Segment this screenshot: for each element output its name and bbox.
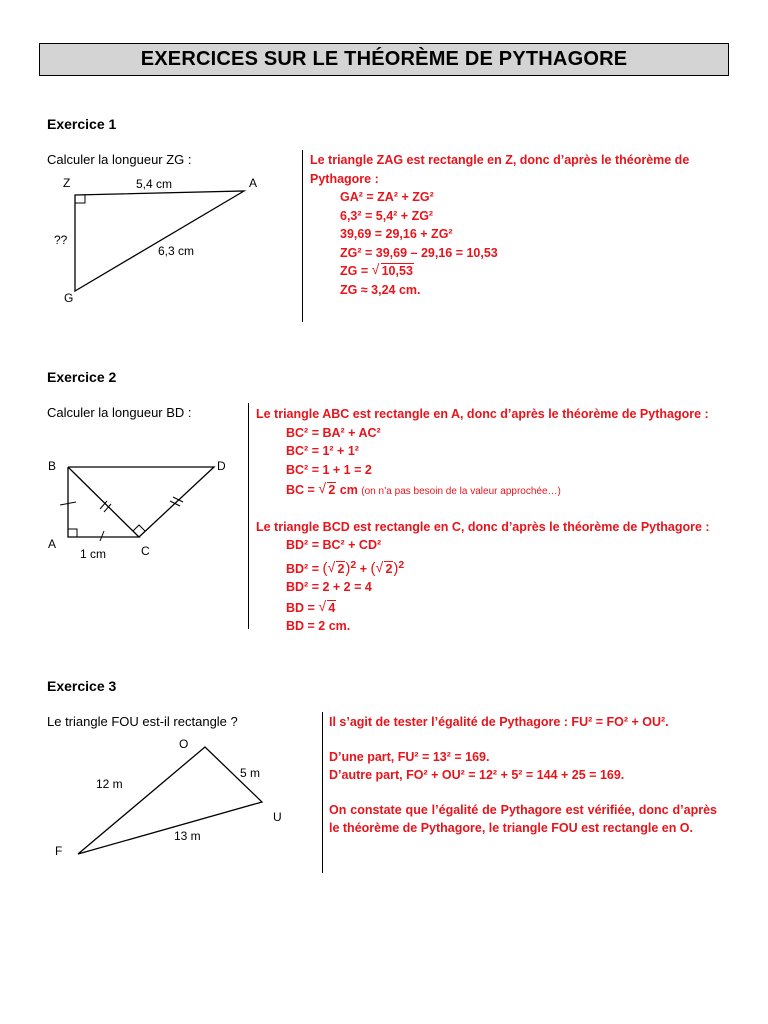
exercise-3-divider bbox=[322, 712, 323, 873]
label-u: U bbox=[273, 810, 282, 824]
ex2-b2-radicand-2: 2 bbox=[385, 561, 393, 576]
ex2-solution-b1: BD² = BC² + CD² bbox=[286, 538, 382, 552]
label-za-length: 5,4 cm bbox=[136, 177, 173, 191]
label-c: C bbox=[141, 544, 150, 558]
ex2-a4-prefix: BC = bbox=[286, 483, 319, 497]
triangle-zag-figure bbox=[40, 170, 280, 310]
triangle-abc bbox=[68, 467, 139, 537]
close-paren-icon: ) bbox=[393, 559, 399, 577]
sqrt-4 bbox=[318, 599, 336, 618]
sqrt-icon: √ bbox=[371, 261, 380, 277]
exercise-3-solution bbox=[329, 713, 729, 838]
triangle-fou bbox=[78, 747, 262, 854]
page-title: EXERCICES SUR LE THÉORÈME DE PYTHAGORE bbox=[39, 43, 729, 76]
sqrt-icon: √ bbox=[327, 558, 336, 575]
sqrt-icon: √ bbox=[375, 558, 384, 575]
ex1-solution-line-3: 39,69 = 29,16 + ZG² bbox=[340, 227, 453, 241]
ex3-solution-line-3: D’autre part, FO² + OU² = 12² + 5² = 144 + 25 = 169. bbox=[329, 768, 625, 782]
label-fu-length: 13 m bbox=[174, 829, 201, 843]
close-paren-icon: ) bbox=[345, 559, 351, 577]
exercise-3-heading: Exercice 3 bbox=[47, 678, 117, 694]
exercise-2-divider bbox=[248, 403, 249, 629]
exercise-1-prompt: Calculer la longueur ZG : bbox=[47, 152, 192, 167]
ex2-a4-unit: cm bbox=[336, 483, 362, 497]
label-b: B bbox=[48, 459, 57, 473]
ex1-l5-radicand: 10,53 bbox=[381, 264, 413, 278]
ex2-a4-radicand: 2 bbox=[328, 483, 336, 497]
triangles-abc-bcd-figure bbox=[40, 455, 240, 565]
ex3-solution-line-4: On constate que l’égalité de Pythagore est vérifiée, donc d’après le théorème de Pythagore, le triangle FOU est rectangle en O. bbox=[329, 802, 717, 835]
ex2-solution-a3: BC² = 1 + 1 = 2 bbox=[286, 462, 372, 477]
ex2-b4-radicand: 4 bbox=[328, 600, 336, 615]
ex2-solution-b4 bbox=[256, 599, 736, 618]
exercise-2-prompt: Calculer la longueur BD : bbox=[47, 405, 192, 420]
exercise-1-heading: Exercice 1 bbox=[47, 116, 117, 132]
label-ga-length: 6,3 cm bbox=[158, 244, 195, 258]
ex1-solution-line-2: 6,3² = 5,4² + ZG² bbox=[340, 208, 434, 223]
sqrt-2-a bbox=[327, 560, 345, 579]
exercise-2-heading: Exercice 2 bbox=[47, 369, 117, 385]
ex2-solution-a2: BC² = 1² + 1² bbox=[286, 444, 359, 458]
ex1-solution-line-4: ZG² = 39,69 – 29,16 = 10,53 bbox=[340, 245, 498, 260]
ex3-solution-line-1: Il s’agit de tester l’égalité de Pythagore : FU² = FO² + OU². bbox=[329, 715, 669, 729]
sqrt-2 bbox=[318, 481, 336, 500]
exercise-2-solution bbox=[256, 405, 736, 636]
ex2-solution-b5: BD = 2 cm. bbox=[286, 619, 351, 634]
right-angle-mark-z bbox=[75, 195, 85, 203]
ex2-solution-b3: BD² = 2 + 2 = 4 bbox=[286, 580, 372, 595]
label-a: A bbox=[249, 176, 258, 190]
right-angle-mark-c bbox=[133, 525, 145, 531]
ex2-b2-radicand-1: 2 bbox=[337, 561, 345, 576]
ex2-solution-b2: BD² = ( √ 2)$^2$ + ( √ 2)$^2$ bbox=[286, 558, 405, 577]
right-angle-mark-a bbox=[68, 529, 77, 537]
triangle-zag bbox=[75, 191, 244, 291]
square-exponent-icon: 2 bbox=[398, 559, 405, 571]
exercise-1-solution bbox=[310, 151, 730, 299]
label-z: Z bbox=[63, 176, 71, 190]
label-a2: A bbox=[48, 537, 57, 551]
label-zg-unknown: ?? bbox=[54, 233, 68, 247]
label-d: D bbox=[217, 459, 226, 473]
exercise-1-divider bbox=[302, 150, 303, 322]
open-paren-icon: ( bbox=[370, 559, 376, 577]
triangle-fou-figure bbox=[40, 730, 300, 870]
ex1-l5-prefix: ZG = bbox=[340, 264, 372, 278]
ex3-solution-line-2: D’une part, FU² = 13² = 169. bbox=[329, 749, 490, 764]
ex2-solution-a4 bbox=[256, 481, 736, 502]
label-ou-length: 5 m bbox=[240, 766, 261, 780]
open-paren-icon: ( bbox=[322, 559, 328, 577]
label-fo-length: 12 m bbox=[96, 777, 123, 791]
exercise-3-prompt: Le triangle FOU est-il rectangle ? bbox=[47, 714, 238, 729]
label-o: O bbox=[179, 737, 189, 751]
ex2-solution-a1: BC² = BA² + AC² bbox=[286, 425, 381, 440]
sqrt-10-53 bbox=[372, 262, 414, 281]
tick-cd-1 bbox=[170, 501, 180, 506]
ex2-b2-prefix: BD² = bbox=[286, 561, 323, 576]
ex2-b4-prefix: BD = bbox=[286, 600, 319, 615]
ex1-solution-line-5 bbox=[310, 262, 730, 281]
ex1-solution-intro: Le triangle ZAG est rectangle en Z, donc d’après le théorème de Pythagore : bbox=[310, 153, 690, 186]
sqrt-2-b bbox=[375, 560, 393, 579]
sqrt-icon: √ bbox=[318, 597, 326, 614]
sqrt-icon: √ bbox=[318, 480, 326, 496]
label-g: G bbox=[64, 291, 74, 305]
square-exponent-icon: 2 bbox=[350, 559, 357, 571]
ex1-solution-line-6: ZG ≈ 3,24 cm. bbox=[340, 282, 421, 297]
label-ac-length: 1 cm bbox=[80, 547, 107, 561]
ex2-solution-intro-2: Le triangle BCD est rectangle en C, donc d’après le théorème de Pythagore : bbox=[256, 519, 710, 534]
tick-ac bbox=[100, 531, 104, 541]
ex1-solution-line-1: GA² = ZA² + ZG² bbox=[340, 190, 434, 204]
label-f: F bbox=[55, 844, 63, 858]
ex2-a4-note: (on n’a pas besoin de la valeur approchée…) bbox=[361, 486, 561, 497]
ex2-solution-intro-1: Le triangle ABC est rectangle en A, donc d’après le théorème de Pythagore : bbox=[256, 407, 709, 421]
